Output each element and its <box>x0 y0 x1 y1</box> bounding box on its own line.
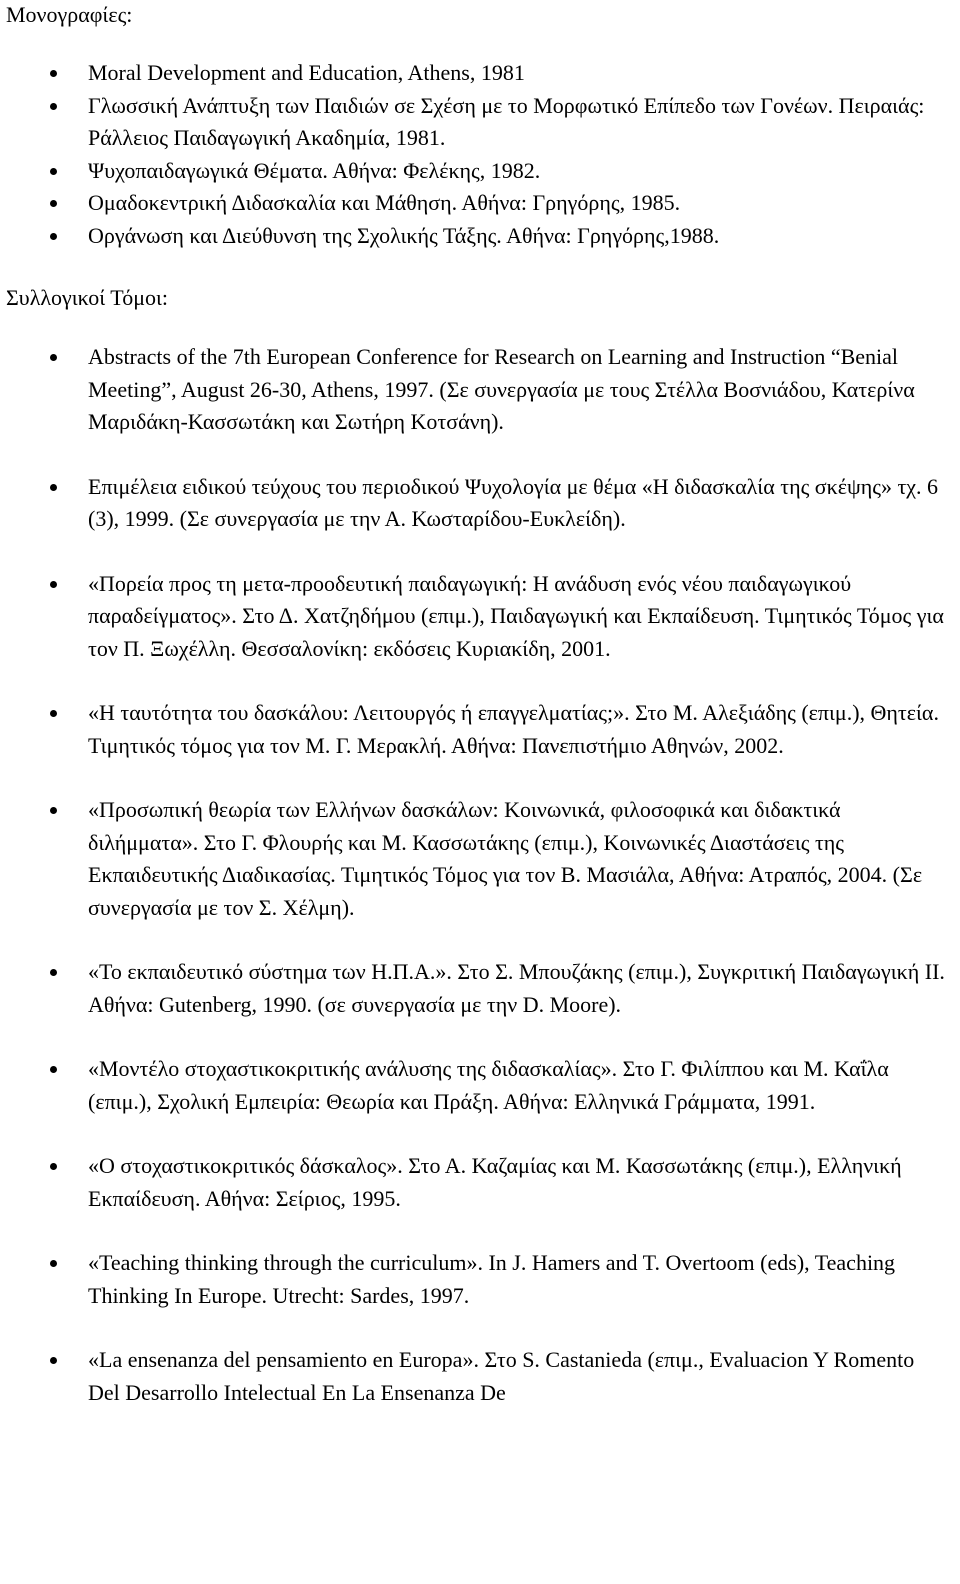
collective-volumes-heading: Συλλογικοί Τόμοι: <box>6 285 169 310</box>
list-item: «Ο στοχαστικοκριτικός δάσκαλος». Στο Α. Καζαμίας και Μ. Κασσωτάκης (επιμ.), Ελληνική Εκπαίδευση. Αθήνα: Σείριος, 1995. <box>0 1150 960 1215</box>
list-item: Ομαδοκεντρική Διδασκαλία και Μάθηση. Αθήνα: Γρηγόρης, 1985. <box>0 187 960 220</box>
list-item: «Η ταυτότητα του δασκάλου: Λειτουργός ή επαγγελματίας;». Στο Μ. Αλεξιάδης (επιμ.), Θητεία. Τιμητικός τόμος για τον Μ. Γ. Μερακλή. Αθήνα: Πανεπιστήμιο Αθηνών, 2002. <box>0 697 960 762</box>
list-item: Οργάνωση και Διεύθυνση της Σχολικής Τάξης. Αθήνα: Γρηγόρης,1988. <box>0 220 960 253</box>
bullet-icon <box>50 807 57 814</box>
collective-volumes-list <box>0 341 960 1441</box>
list-item: Επιμέλεια ειδικού τεύχους του περιοδικού Ψυχολογία με θέμα «Η διδασκαλία της σκέψης» τχ. 6 (3), 1999. (Σε συνεργασία με την Α. Κωσταρίδου-Ευκλείδη). <box>0 471 960 536</box>
bullet-icon <box>50 581 57 588</box>
list-item: «Το εκπαιδευτικό σύστημα των Η.Π.Α.». Στο Σ. Μπουζάκης (επιμ.), Συγκριτική Παιδαγωγική ΙΙ. Αθήνα: Gutenberg, 1990. (σε συνεργασία με την D. Moore). <box>0 956 960 1021</box>
bullet-icon <box>50 969 57 976</box>
bullet-icon <box>50 200 57 207</box>
monographs-heading: Μονογραφίες: <box>6 2 133 27</box>
bullet-icon <box>50 1163 57 1170</box>
monographs-list <box>0 57 960 252</box>
list-item: Γλωσσική Ανάπτυξη των Παιδιών σε Σχέση με το Μορφωτικό Επίπεδο των Γονέων. Πειραιάς: Ράλλειος Παιδαγωγική Ακαδημία, 1981. <box>0 90 960 155</box>
bullet-icon <box>50 1260 57 1267</box>
list-item: «Μοντέλο στοχαστικοκριτικής ανάλυσης της διδασκαλίας». Στο Γ. Φιλίππου και Μ. Καΐλα (επιμ.), Σχολική Εμπειρία: Θεωρία και Πράξη. Αθήνα: Ελληνικά Γράμματα, 1991. <box>0 1053 960 1118</box>
bullet-icon <box>50 168 57 175</box>
bullet-icon <box>50 233 57 240</box>
list-item: «Προσωπική θεωρία των Ελλήνων δασκάλων: Κοινωνικά, φιλοσοφικά και διδακτικά διλήμματα». Στο Γ. Φλουρής και Μ. Κασσωτάκης (επιμ.), Κοινωνικές Διαστάσεις της Εκπαιδευτικής Διαδικασίας. Τιμητικός Τόμος για τον Β. Μασιάλα, Αθήνα: Ατραπός, 2004. (Σε συνεργασία με τον Σ. Χέλμη). <box>0 794 960 924</box>
bullet-icon <box>50 70 57 77</box>
list-item: Abstracts of the 7th European Conference for Research on Learning and Instruction “Benial Meeting”, August 26-30, Athens, 1997. (Σε συνεργασία με τους Στέλλα Βοσνιάδου, Κατερίνα Μαριδάκη-Κασσωτάκη και Σωτήρη Κοτσάνη). <box>0 341 960 439</box>
bullet-icon <box>50 354 57 361</box>
bullet-icon <box>50 1357 57 1364</box>
list-item: «La ensenanza del pensamiento en Europa». Στο S. Castanieda (επιμ., Evaluacion Y Romento Del Desarrollo Intelectual En La Ensenanza De <box>0 1344 960 1409</box>
list-item: Ψυχοπαιδαγωγικά Θέματα. Αθήνα: Φελέκης, 1982. <box>0 155 960 188</box>
bullet-icon <box>50 710 57 717</box>
bullet-icon <box>50 1066 57 1073</box>
list-item: «Πορεία προς τη μετα-προοδευτική παιδαγωγική: Η ανάδυση ενός νέου παιδαγωγικού παραδείγματος». Στο Δ. Χατζηδήμου (επιμ.), Παιδαγωγική και Εκπαίδευση. Τιμητικός Τόμος για τον Π. Ξωχέλλη. Θεσσαλονίκη: εκδόσεις Κυριακίδη, 2001. <box>0 568 960 666</box>
list-item: «Teaching thinking through the curriculum». In J. Hamers and T. Overtoom (eds), Teaching Thinking In Europe. Utrecht: Sardes, 1997. <box>0 1247 960 1312</box>
bullet-icon <box>50 484 57 491</box>
bullet-icon <box>50 103 57 110</box>
list-item: Moral Development and Education, Athens, 1981 <box>0 57 960 90</box>
